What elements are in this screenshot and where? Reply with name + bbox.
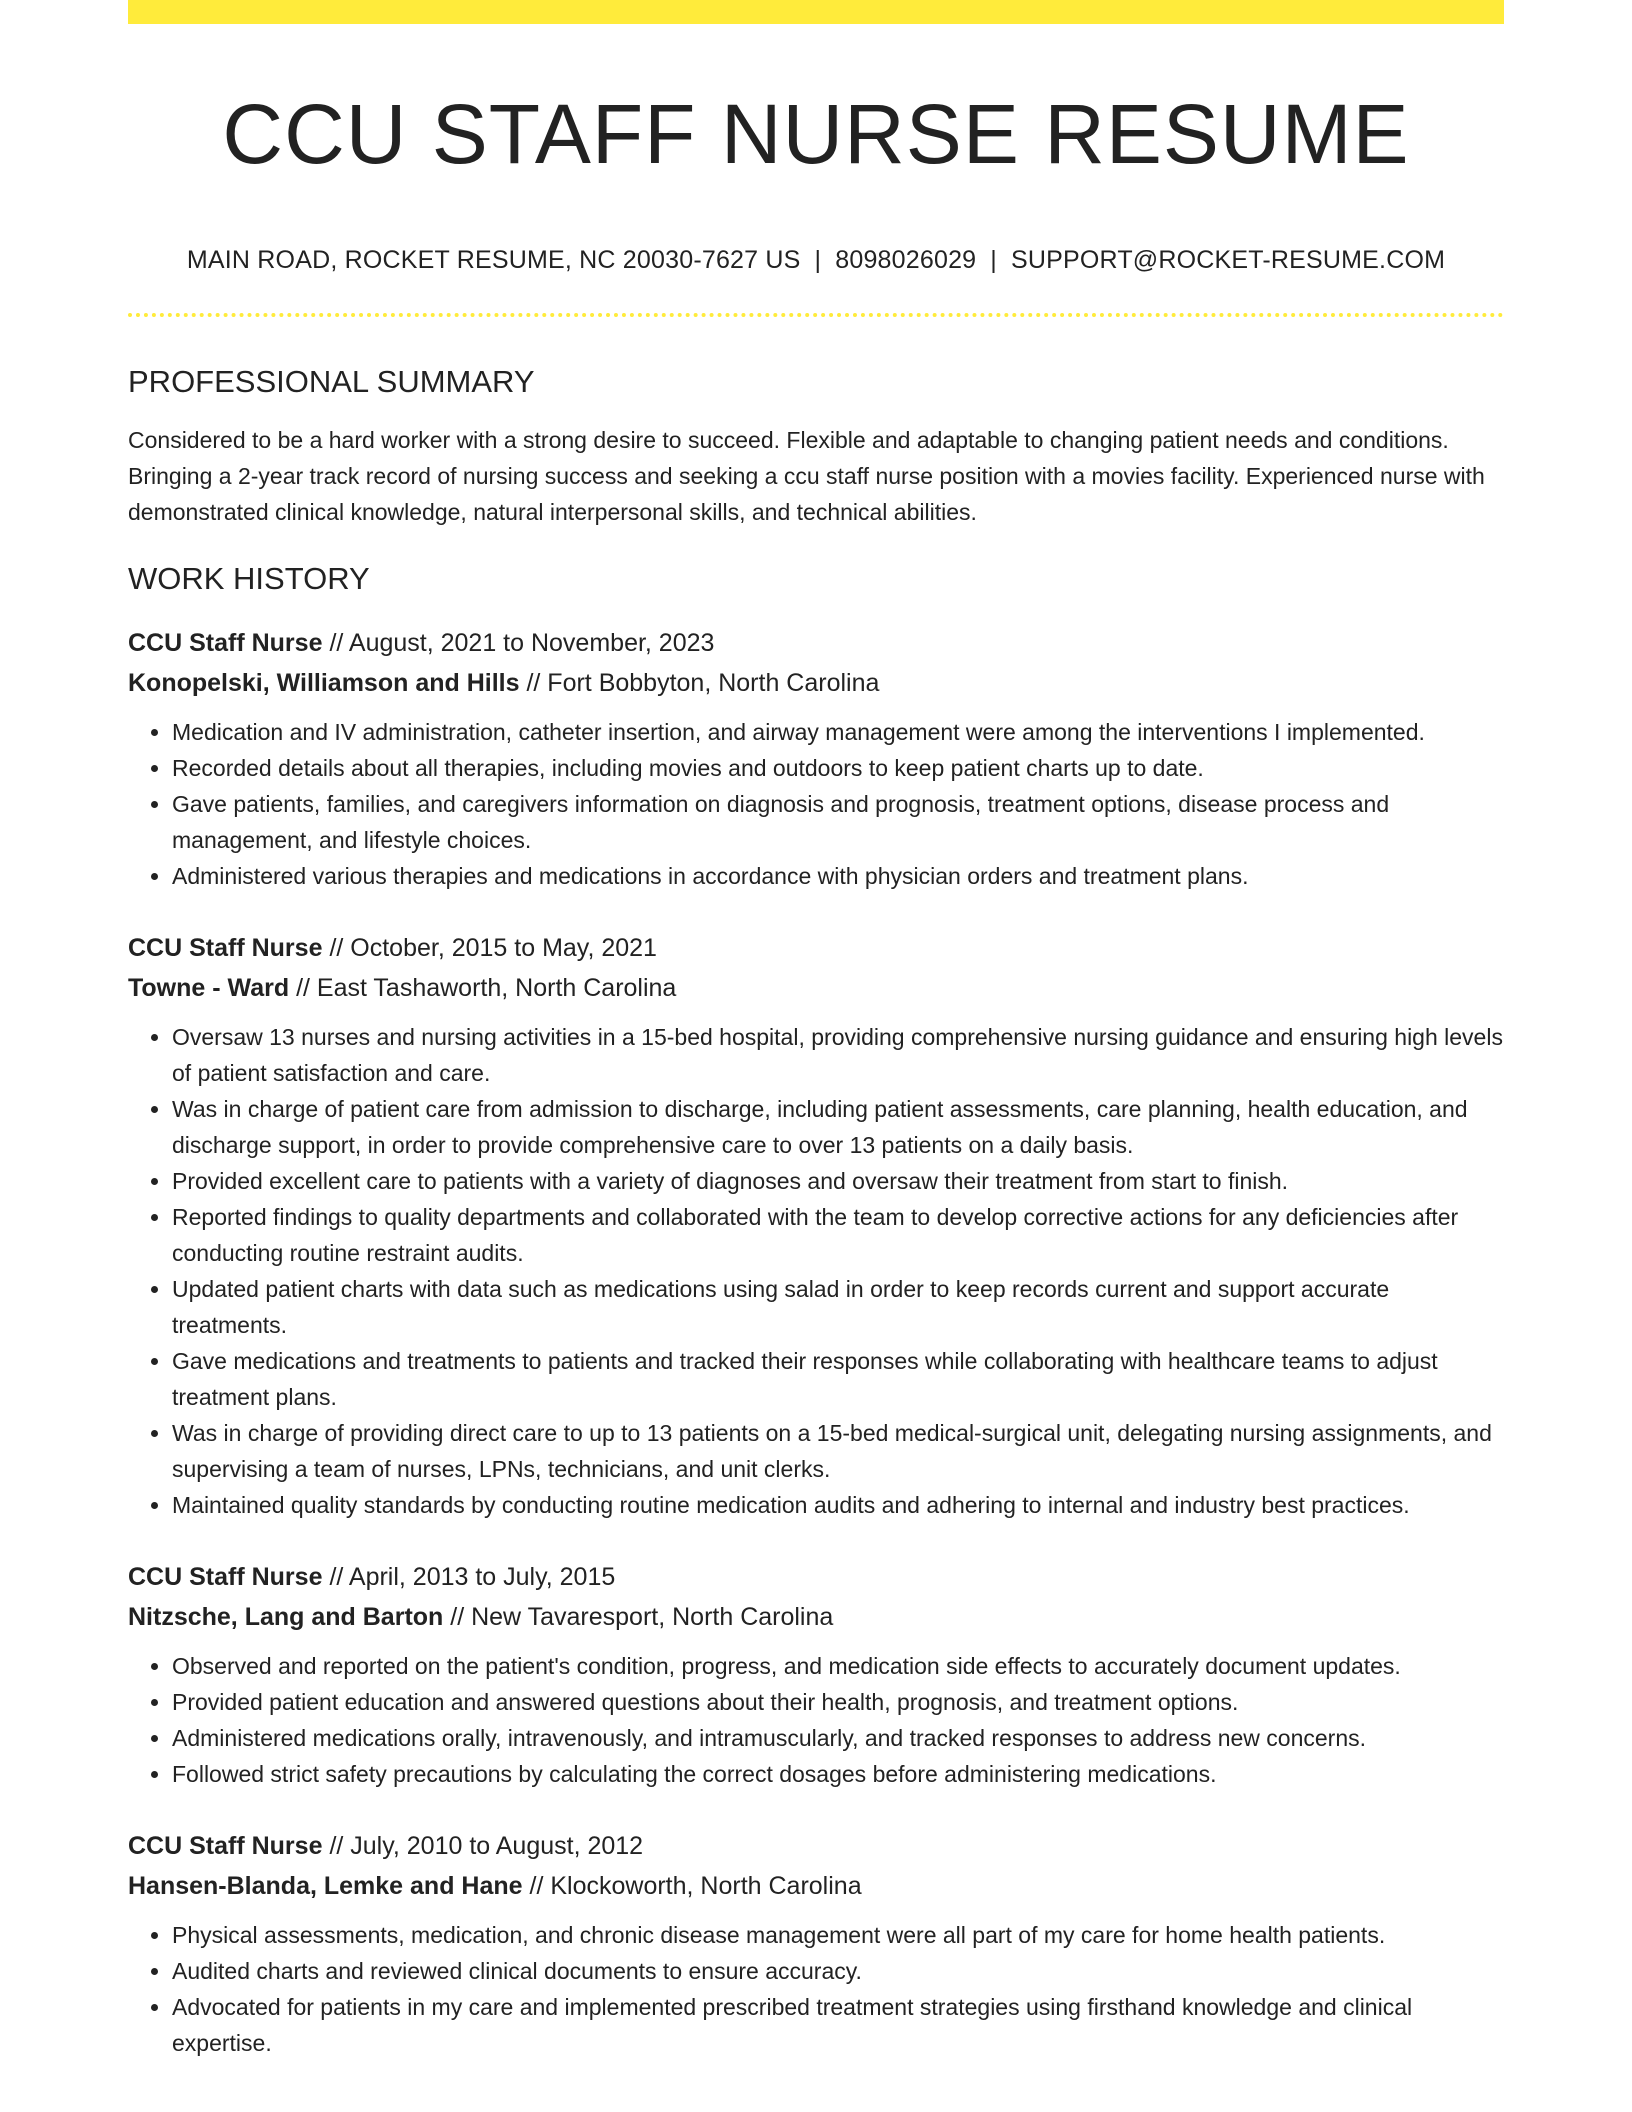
job-title-line	[128, 623, 1504, 663]
job-dates: // August, 2021 to November, 2023	[329, 629, 715, 658]
job-bullet: • Provided excellent care to patients with a variety of diagnoses and oversaw their treatment from start to finish.	[172, 1163, 1504, 1199]
job-bullet: • Administered various therapies and medications in accordance with physician orders and treatment plans.	[172, 858, 1504, 894]
job-bullet: • Gave medications and treatments to patients and tracked their responses while collaborating with healthcare teams to adjust treatment plans.	[172, 1343, 1504, 1415]
job-title: CCU Staff Nurse	[128, 1832, 323, 1861]
job-bullet: • Reported findings to quality departments and collaborated with the team to develop corrective actions for any deficiencies after conducting routine restraint audits.	[172, 1199, 1504, 1271]
contact-address: MAIN ROAD, ROCKET RESUME, NC 20030-7627 US	[186, 245, 801, 274]
contact-email: SUPPORT@ROCKET-RESUME.COM	[1011, 245, 1446, 274]
job-company: Konopelski, Williamson and Hills	[128, 669, 520, 698]
job-company-line	[128, 1597, 1504, 1637]
job-bullet: • Observed and reported on the patient's condition, progress, and medication side effects to accurately document updates.	[172, 1648, 1504, 1684]
job-company: Nitzsche, Lang and Barton	[128, 1603, 444, 1632]
summary-text: Considered to be a hard worker with a strong desire to succeed. Flexible and adaptable to changing patient needs and conditions. Bringing a 2-year track record of nursing success and seeking a ccu staff nurse position with a movies facility. Experienced nurse with demonstrated clinical knowledge, natural interpersonal skills, and technical abilities.	[128, 426, 1485, 525]
contact-separator: |	[990, 245, 997, 274]
job-location: // Klockoworth, North Carolina	[529, 1872, 862, 1901]
job-bullet: • Medication and IV administration, catheter insertion, and airway management were among the interventions I implemented.	[172, 714, 1504, 750]
job-entry	[128, 623, 1504, 894]
job-title-line	[128, 1826, 1504, 1866]
job-bullet: • Oversaw 13 nurses and nursing activities in a 15-bed hospital, providing comprehensive nursing guidance and ensuring high levels of patient satisfaction and care.	[172, 1019, 1504, 1091]
job-company-line	[128, 1866, 1504, 1906]
job-bullets	[128, 714, 1504, 894]
job-bullet: • Physical assessments, medication, and chronic disease management were all part of my care for home health patients.	[172, 1917, 1504, 1953]
job-bullet: • Was in charge of providing direct care to up to 13 patients on a 15-bed medical-surgical unit, delegating nursing assignments, and supervising a team of nurses, LPNs, technicians, and unit clerks.	[172, 1415, 1504, 1487]
job-bullet: • Gave patients, families, and caregivers information on diagnosis and prognosis, treatment options, disease process and management, and lifestyle choices.	[172, 786, 1504, 858]
job-title: CCU Staff Nurse	[128, 629, 323, 658]
job-company-line	[128, 663, 1504, 703]
job-location: // Fort Bobbyton, North Carolina	[526, 669, 880, 698]
accent-top-bar	[128, 0, 1504, 24]
job-title: CCU Staff Nurse	[128, 934, 323, 963]
job-dates: // July, 2010 to August, 2012	[329, 1832, 644, 1861]
summary-heading: PROFESSIONAL SUMMARY	[128, 363, 535, 399]
job-title-line	[128, 1557, 1504, 1597]
job-dates: // October, 2015 to May, 2021	[329, 934, 657, 963]
job-location: // New Tavaresport, North Carolina	[450, 1603, 834, 1632]
dotted-divider	[128, 313, 1504, 317]
job-bullets	[128, 1019, 1504, 1523]
job-bullet: • Followed strict safety precautions by calculating the correct dosages before administering medications.	[172, 1756, 1504, 1792]
job-entry	[128, 1826, 1504, 2061]
job-bullet: • Advocated for patients in my care and implemented prescribed treatment strategies using firsthand knowledge and clinical expertise.	[172, 1989, 1504, 2061]
job-location: // East Tashaworth, North Carolina	[296, 974, 677, 1003]
job-bullet: • Recorded details about all therapies, including movies and outdoors to keep patient charts up to date.	[172, 750, 1504, 786]
job-bullet: • Provided patient education and answered questions about their health, prognosis, and treatment options.	[172, 1684, 1504, 1720]
job-bullet: • Administered medications orally, intravenously, and intramuscularly, and tracked responses to address new concerns.	[172, 1720, 1504, 1756]
job-company: Towne - Ward	[128, 974, 290, 1003]
resume-page	[128, 0, 1504, 2061]
job-title-line	[128, 928, 1504, 968]
contact-phone: 8098026029	[835, 245, 977, 274]
work-history-heading: WORK HISTORY	[128, 560, 370, 596]
contact-separator: |	[814, 245, 822, 274]
page-title: CCU STAFF NURSE RESUME	[222, 87, 1410, 181]
job-entry	[128, 1557, 1504, 1792]
job-entry	[128, 928, 1504, 1523]
job-bullet: • Updated patient charts with data such as medications using salad in order to keep records current and support accurate treatments.	[172, 1271, 1504, 1343]
job-bullets	[128, 1648, 1504, 1792]
job-bullet: • Maintained quality standards by conducting routine medication audits and adhering to internal and industry best practices.	[172, 1487, 1504, 1523]
job-company-line	[128, 968, 1504, 1008]
job-title: CCU Staff Nurse	[128, 1563, 323, 1592]
job-company: Hansen-Blanda, Lemke and Hane	[128, 1872, 523, 1901]
job-bullets	[128, 1917, 1504, 2061]
job-bullet: • Was in charge of patient care from admission to discharge, including patient assessments, care planning, health education, and discharge support, in order to provide comprehensive care to over 13 patients on a daily basis.	[172, 1091, 1504, 1163]
job-bullet: • Audited charts and reviewed clinical documents to ensure accuracy.	[172, 1953, 1504, 1989]
contact-line	[128, 245, 1504, 275]
job-dates: // April, 2013 to July, 2015	[329, 1563, 616, 1592]
